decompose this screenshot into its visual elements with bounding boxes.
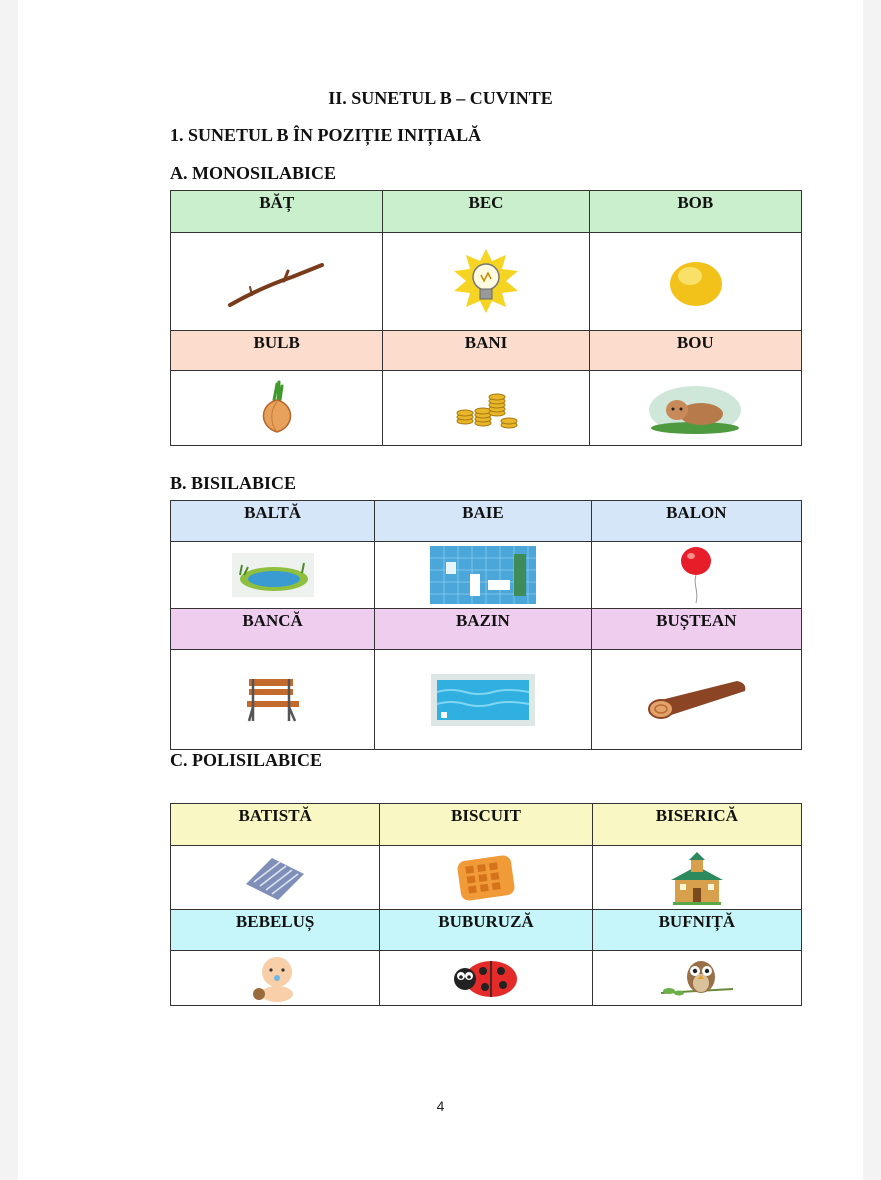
ladybug-icon	[451, 955, 521, 1001]
picture-cell	[171, 650, 375, 750]
light-bulb-icon	[446, 247, 526, 317]
page-number: 4	[436, 1098, 445, 1114]
table-row	[171, 804, 802, 846]
table-row	[171, 542, 802, 609]
picture-cell	[592, 846, 801, 910]
pond-icon	[232, 553, 314, 597]
word-cell: BĂȚ	[171, 191, 383, 233]
picture-cell	[592, 951, 801, 1006]
swimming-pool-icon	[431, 674, 535, 726]
baby-icon	[245, 954, 305, 1002]
coins-icon	[451, 383, 521, 433]
word-cell: BANI	[383, 331, 589, 371]
picture-cell	[380, 846, 592, 910]
document-page	[18, 0, 863, 1180]
picture-cell	[171, 233, 383, 331]
table-row	[171, 951, 802, 1006]
table-row	[171, 371, 802, 446]
word-cell: BEBELUȘ	[171, 910, 380, 951]
bathroom-icon	[430, 546, 536, 604]
word-cell: BALTĂ	[171, 501, 375, 542]
word-cell: BATISTĂ	[171, 804, 380, 846]
picture-cell	[171, 542, 375, 609]
section-heading: 1. SUNETUL B ÎN POZIȚIE INIȚIALĂ	[170, 125, 482, 145]
picture-cell	[375, 650, 592, 750]
onion-bulb-icon	[252, 378, 302, 438]
table-row	[171, 331, 802, 371]
word-cell: BAZIN	[375, 609, 592, 650]
word-cell: BOU	[589, 331, 801, 371]
table-row	[171, 846, 802, 910]
biscuit-icon	[453, 854, 519, 902]
table-row	[171, 501, 802, 542]
log-icon	[641, 675, 751, 725]
picture-cell	[591, 542, 801, 609]
picture-cell	[380, 951, 592, 1006]
word-cell: BISERICĂ	[592, 804, 801, 846]
word-cell: BUȘTEAN	[591, 609, 801, 650]
table-row	[171, 191, 802, 233]
word-cell: BUFNIȚĂ	[592, 910, 801, 951]
table-row	[171, 910, 802, 951]
stick-icon	[222, 247, 332, 317]
word-cell: BUBURUZĂ	[380, 910, 592, 951]
group-heading-bisilabice: B. BISILABICE	[170, 473, 297, 493]
owl-icon	[657, 955, 737, 1001]
word-cell: BANCĂ	[171, 609, 375, 650]
table-row	[171, 233, 802, 331]
red-balloon-icon	[671, 545, 721, 605]
handkerchief-icon	[242, 854, 308, 902]
word-cell: BAIE	[375, 501, 592, 542]
picture-cell	[383, 233, 589, 331]
ox-icon	[645, 380, 745, 436]
word-cell: BISCUIT	[380, 804, 592, 846]
word-cell: BALON	[591, 501, 801, 542]
bean-icon	[660, 252, 730, 312]
church-icon	[667, 850, 727, 906]
group-heading-polisilabice: C. POLISILABICE	[170, 750, 323, 770]
picture-cell	[375, 542, 592, 609]
picture-cell	[171, 371, 383, 446]
word-cell: BULB	[171, 331, 383, 371]
word-cell: BOB	[589, 191, 801, 233]
table-monosilabice	[170, 190, 802, 446]
bench-icon	[243, 675, 303, 725]
table-row	[171, 650, 802, 750]
table-bisilabice	[170, 500, 802, 750]
group-heading-monosilabice: A. MONOSILABICE	[170, 163, 337, 183]
picture-cell	[171, 846, 380, 910]
picture-cell	[589, 371, 801, 446]
picture-cell	[589, 233, 801, 331]
page-title: II. SUNETUL B – CUVINTE	[328, 88, 553, 108]
word-cell: BEC	[383, 191, 589, 233]
picture-cell	[171, 951, 380, 1006]
table-row	[171, 609, 802, 650]
picture-cell	[591, 650, 801, 750]
table-polisilabice	[170, 803, 802, 1006]
picture-cell	[383, 371, 589, 446]
